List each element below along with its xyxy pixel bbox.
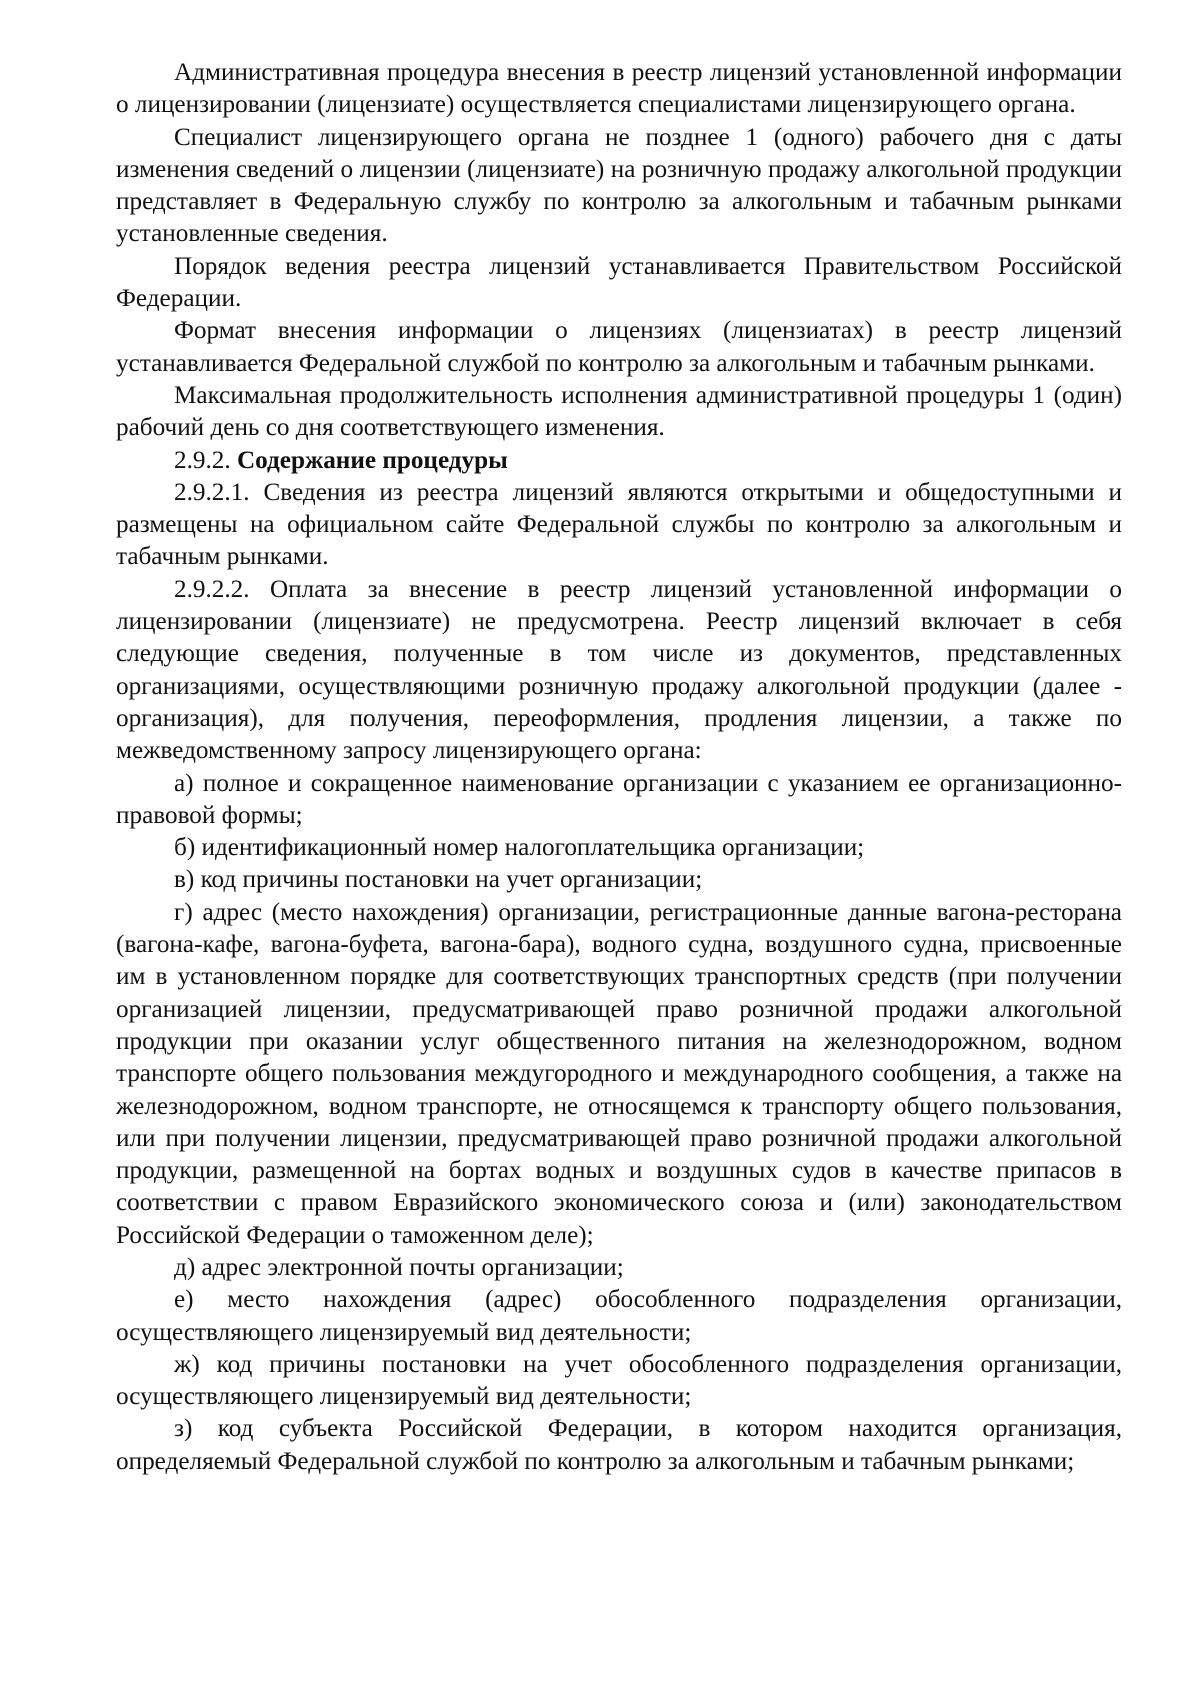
list-item: е) место нахождения (адрес) обособленного подразделения организации, осуществляющего лицензируемый вид деятельности; [116, 1286, 1122, 1346]
list-item: в) код причины постановки на учет организации; [174, 866, 703, 894]
paragraph: Порядок ведения реестра лицензий устанавливается Правительством Российской Федерации. [116, 252, 1122, 313]
list-item: з) код субъекта Российской Федерации, в котором находится организация, определяемый Федеральной службой по контролю за алкогольным и табачным рынками; [116, 1415, 1122, 1475]
list-item: г) адрес (место нахождения) организации, регистрационные данные вагона-ресторана (вагона-кафе, вагона-буфета, вагона-бара), водного судна, воздушного судна, присвоенные им в установленном порядке для соответствующих транспортных средств (при получении организацией лицензии, предусматривающей право розничной продажи алкогольной продукции при оказании услуг общественного питания на железнодорожном, водном транспорте общего пользования междугородного и международного сообщения, а также на железнодорожном, водном транспорте, не относящемся к транспорту общего пользования, или при получении лицензии, предусматривающей право розничной продажи алкогольной продукции, размещенной на бортах водных и воздушных судов в качестве припасов в соответствии с правом Евразийского экономического союза и (или) законодательством Российской Федерации о таможенном деле); [116, 898, 1122, 1249]
paragraph: Формат внесения информации о лицензиях (лицензиатах) в реестр лицензий устанавливается Федеральной службой по контролю за алкогольным и табачным рынками. [116, 317, 1122, 377]
paragraph: Административная процедура внесения в реестр лицензий установленной информации о лицензировании (лицензиате) осуществляется специалистами лицензирующего органа. [116, 59, 1122, 119]
list-item: д) адрес электронной почты организации; [174, 1253, 624, 1281]
paragraph: Максимальная продолжительность исполнения административной процедуры 1 (один) рабочий день со дня соответствующего изменения. [116, 381, 1122, 442]
list-item: б) идентификационный номер налогоплательщика организации; [174, 834, 865, 862]
paragraph: 2.9.2.1. Сведения из реестра лицензий являются открытыми и общедоступными и размещены на официальном сайте Федеральной службы по контролю за алкогольным и табачным рынками. [116, 478, 1122, 571]
section-heading [116, 445, 1122, 477]
section-number: 2.9.2. [174, 446, 231, 474]
section-title: Содержание процедуры [236, 446, 508, 474]
paragraph: Специалист лицензирующего органа не позднее 1 (одного) рабочего дня с даты изменения сведений о лицензии (лицензиате) на розничную продажу алкогольной продукции представляет в Федеральную службу по контролю за алкогольным и табачным рынками установленные сведения. [116, 123, 1122, 248]
list-item: а) полное и сокращенное наименование организации с указанием ее организационно-правовой формы; [116, 769, 1122, 829]
list-item: ж) код причины постановки на учет обособленного подразделения организации, осуществляющего лицензируемый вид деятельности; [116, 1350, 1122, 1411]
paragraph: 2.9.2.2. Оплата за внесение в реестр лицензий установленной информации о лицензировании (лицензиате) не предусмотрена. Реестр лицензий включает в себя следующие сведения, полученные в том числе из документов, представленных организациями, осуществляющими розничную продажу алкогольной продукции (далее - организация), для получения, переоформления, продления лицензии, а также по межведомственному запросу лицензирующего органа: [116, 575, 1122, 765]
